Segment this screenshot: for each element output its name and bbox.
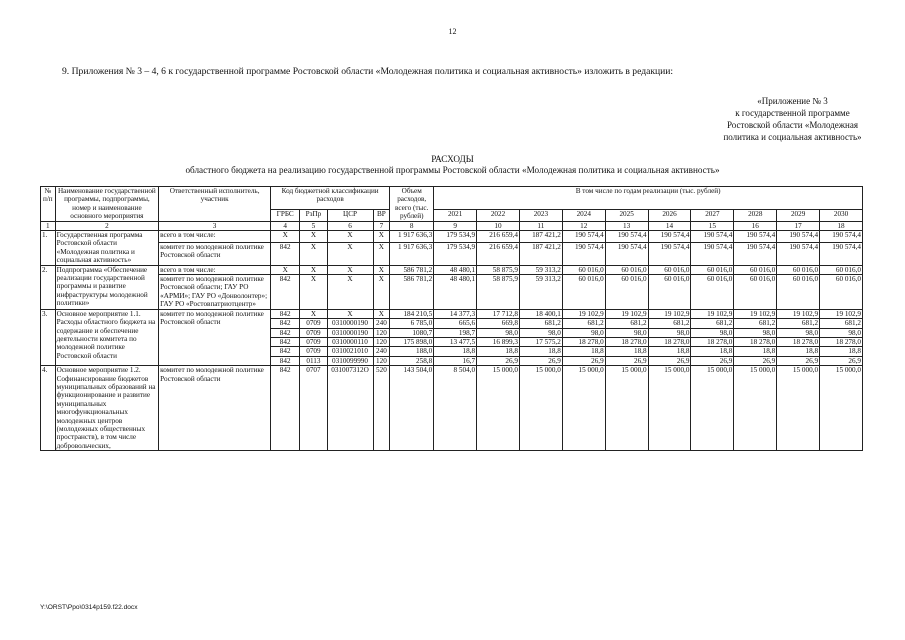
year-value-cell: 18 400,1: [519, 309, 562, 318]
rzpr-cell: 0707: [300, 366, 327, 451]
year-value-cell: 18,8: [777, 347, 820, 356]
year-value-cell: 98,0: [777, 328, 820, 337]
vr-cell: X: [373, 265, 390, 274]
year-value-cell: 179 534,9: [434, 242, 477, 265]
row-number: 2.: [41, 265, 56, 309]
header-years: В том числе по годам реализации (тыс. рублей): [434, 187, 863, 210]
year-value-cell: 17 575,2: [519, 337, 562, 346]
table-row: [41, 242, 863, 265]
row-executor: комитет по молодежной политике Ростовской области: [159, 309, 271, 365]
year-value-cell: 60 016,0: [734, 275, 777, 310]
total-cell: 258,8: [390, 356, 434, 365]
header-year: 2027: [691, 209, 734, 221]
year-value-cell: 26,9: [734, 356, 777, 365]
year-value-cell: 26,9: [777, 356, 820, 365]
year-value-cell: 19 102,9: [605, 309, 648, 318]
rzpr-cell: X: [300, 231, 327, 243]
column-number: 11: [519, 221, 562, 230]
year-value-cell: 18 278,0: [820, 337, 863, 346]
vr-cell: 520: [373, 366, 390, 451]
rzpr-cell: 0709: [300, 347, 327, 356]
table-row: [41, 309, 863, 318]
header-year: 2030: [820, 209, 863, 221]
year-value-cell: 198,7: [434, 328, 477, 337]
rzpr-cell: 0709: [300, 319, 327, 328]
column-number: 16: [734, 221, 777, 230]
table-row: [41, 366, 863, 451]
vr-cell: X: [373, 275, 390, 310]
column-number: 15: [691, 221, 734, 230]
year-value-cell: 19 102,9: [820, 309, 863, 318]
row-name: Подпрограмма «Обеспечение реализации государственной программы и развитие инфраструктуры молодежной политики»: [55, 265, 159, 309]
year-value-cell: 18,8: [734, 347, 777, 356]
year-value-cell: 15 000,0: [691, 366, 734, 451]
year-value-cell: 58 875,9: [477, 275, 520, 310]
row-name: Основное мероприятие 1.2. Софинансирование бюджетов муниципальных образований на функционирование и развитие муниципальных многофункциональных молодежных центров (молодежных общественных пространств), в том числе добровольческих,: [55, 366, 159, 451]
year-value-cell: 18,8: [562, 347, 605, 356]
year-value-cell: 190 574,4: [562, 242, 605, 265]
year-value-cell: 60 016,0: [820, 275, 863, 310]
vr-cell: 120: [373, 337, 390, 346]
year-value-cell: 190 574,4: [605, 242, 648, 265]
year-value-cell: 18 278,0: [605, 337, 648, 346]
grbs-cell: 842: [271, 328, 300, 337]
year-value-cell: 681,2: [777, 319, 820, 328]
column-number-row: [41, 221, 863, 230]
header-executor: Ответственный исполнитель, участник: [159, 187, 271, 222]
year-value-cell: 216 659,4: [477, 242, 520, 265]
total-cell: 1 917 636,3: [390, 242, 434, 265]
header-year: 2028: [734, 209, 777, 221]
rzpr-cell: 0113: [300, 356, 327, 365]
grbs-cell: 842: [271, 337, 300, 346]
vr-cell: X: [373, 242, 390, 265]
year-value-cell: 60 016,0: [777, 265, 820, 274]
header-rzpr: РзПр: [300, 209, 327, 221]
year-value-cell: 14 377,3: [434, 309, 477, 318]
year-value-cell: 98,0: [820, 328, 863, 337]
year-value-cell: 18 278,0: [777, 337, 820, 346]
intro-paragraph: 9. Приложения № 3 – 4, 6 к государственной программе Ростовской области «Молодежная политика и социальная активность» изложить в редакции:: [62, 66, 674, 77]
year-value-cell: 681,2: [820, 319, 863, 328]
rzpr-cell: 0709: [300, 337, 327, 346]
year-value-cell: 665,6: [434, 319, 477, 328]
year-value-cell: 15 000,0: [519, 366, 562, 451]
total-cell: 143 504,0: [390, 366, 434, 451]
year-value-cell: 190 574,4: [777, 242, 820, 265]
year-value-cell: 179 534,9: [434, 231, 477, 243]
csr-cell: 031007312О: [327, 366, 373, 451]
year-value-cell: 16 899,3: [477, 337, 520, 346]
header-year: 2026: [648, 209, 691, 221]
header-year: 2022: [477, 209, 520, 221]
year-value-cell: 59 313,2: [519, 265, 562, 274]
year-value-cell: 60 016,0: [734, 265, 777, 274]
total-cell: 586 781,2: [390, 275, 434, 310]
vr-cell: X: [373, 309, 390, 318]
grbs-cell: 842: [271, 242, 300, 265]
year-value-cell: 60 016,0: [777, 275, 820, 310]
appendix-line: Ростовской области «Молодежная: [727, 120, 858, 130]
column-number: 9: [434, 221, 477, 230]
page-number: 12: [448, 27, 457, 36]
row-executor: комитет по молодежной политике Ростовской области; ГАУ РО «АРМИ»; ГАУ РО «Донволонтер»; ГАУ РО «Ростовпатриотцентр»: [159, 275, 271, 310]
header-year: 2029: [777, 209, 820, 221]
file-path-footer: Y:\ORST\Ppo\0314p159.f22.docx: [40, 604, 138, 611]
appendix-line: «Приложение № 3: [757, 96, 828, 106]
year-value-cell: 18,8: [434, 347, 477, 356]
year-value-cell: 681,2: [605, 319, 648, 328]
total-cell: 184 210,5: [390, 309, 434, 318]
header-vr: ВР: [373, 209, 390, 221]
year-value-cell: 15 000,0: [562, 366, 605, 451]
header-csr: ЦСР: [327, 209, 373, 221]
column-number: 5: [300, 221, 327, 230]
year-value-cell: 19 102,9: [734, 309, 777, 318]
total-cell: 1 917 636,3: [390, 231, 434, 243]
year-value-cell: 19 102,9: [562, 309, 605, 318]
column-number: 7: [373, 221, 390, 230]
header-row: [41, 187, 863, 210]
header-name: Наименование государственной программы, подпрограммы, номер и наименование основного мероприятия: [55, 187, 159, 222]
appendix-line: политика и социальная активность»: [723, 132, 862, 142]
year-value-cell: 48 480,1: [434, 275, 477, 310]
csr-cell: 0310099990: [327, 356, 373, 365]
year-value-cell: 60 016,0: [562, 265, 605, 274]
year-value-cell: 190 574,4: [648, 242, 691, 265]
year-value-cell: 60 016,0: [648, 265, 691, 274]
year-value-cell: 18 278,0: [734, 337, 777, 346]
year-value-cell: 190 574,4: [691, 231, 734, 243]
csr-cell: X: [327, 231, 373, 243]
year-value-cell: 669,8: [477, 319, 520, 328]
year-value-cell: 8 504,0: [434, 366, 477, 451]
csr-cell: X: [327, 309, 373, 318]
csr-cell: 0310000190: [327, 319, 373, 328]
year-value-cell: 18,8: [820, 347, 863, 356]
row-name: Государственная программа Ростовской области «Молодежная политика и социальная активность»: [55, 231, 159, 266]
column-number: 12: [562, 221, 605, 230]
header-code: Код бюджетной классификации расходов: [271, 187, 390, 210]
year-value-cell: 681,2: [519, 319, 562, 328]
document-title: [0, 154, 905, 176]
csr-cell: X: [327, 265, 373, 274]
year-value-cell: 59 313,2: [519, 275, 562, 310]
grbs-cell: X: [271, 265, 300, 274]
grbs-cell: X: [271, 231, 300, 243]
year-value-cell: 26,9: [820, 356, 863, 365]
year-value-cell: 18,8: [691, 347, 734, 356]
year-value-cell: 60 016,0: [691, 275, 734, 310]
vr-cell: 120: [373, 328, 390, 337]
year-value-cell: 18,8: [605, 347, 648, 356]
column-number: 18: [820, 221, 863, 230]
appendix-header: [660, 95, 905, 143]
row-number: 1.: [41, 231, 56, 266]
column-number: 4: [271, 221, 300, 230]
year-value-cell: 26,9: [648, 356, 691, 365]
year-value-cell: 16,7: [434, 356, 477, 365]
total-cell: 1080,7: [390, 328, 434, 337]
year-value-cell: 18 278,0: [648, 337, 691, 346]
appendix-line: к государственной программе: [735, 108, 850, 118]
year-value-cell: 190 574,4: [820, 242, 863, 265]
year-value-cell: 18 278,0: [691, 337, 734, 346]
grbs-cell: 842: [271, 309, 300, 318]
rzpr-cell: X: [300, 309, 327, 318]
year-value-cell: 17 712,8: [477, 309, 520, 318]
column-number: 14: [648, 221, 691, 230]
row-executor: комитет по молодежной политике Ростовской области: [159, 366, 271, 451]
rzpr-cell: 0709: [300, 328, 327, 337]
year-value-cell: 190 574,4: [777, 231, 820, 243]
csr-cell: 0310000110: [327, 337, 373, 346]
year-value-cell: 190 574,4: [820, 231, 863, 243]
year-value-cell: 681,2: [691, 319, 734, 328]
csr-cell: X: [327, 242, 373, 265]
year-value-cell: 60 016,0: [820, 265, 863, 274]
csr-cell: X: [327, 275, 373, 310]
year-value-cell: 60 016,0: [648, 275, 691, 310]
row-executor: всего в том числе:: [159, 231, 271, 243]
header-year: 2021: [434, 209, 477, 221]
csr-cell: 0310000190: [327, 328, 373, 337]
year-value-cell: 58 875,9: [477, 265, 520, 274]
year-value-cell: 681,2: [648, 319, 691, 328]
year-value-cell: 190 574,4: [605, 231, 648, 243]
year-value-cell: 15 000,0: [820, 366, 863, 451]
year-value-cell: 60 016,0: [691, 265, 734, 274]
year-value-cell: 19 102,9: [777, 309, 820, 318]
year-value-cell: 98,0: [648, 328, 691, 337]
header-grbs: ГРБС: [271, 209, 300, 221]
total-cell: 6 785,0: [390, 319, 434, 328]
year-value-cell: 15 000,0: [477, 366, 520, 451]
grbs-cell: 842: [271, 347, 300, 356]
column-number: 1: [41, 221, 56, 230]
year-value-cell: 187 421,2: [519, 231, 562, 243]
year-value-cell: 98,0: [519, 328, 562, 337]
year-value-cell: 18,8: [648, 347, 691, 356]
year-value-cell: 19 102,9: [648, 309, 691, 318]
column-number: 3: [159, 221, 271, 230]
row-executor: всего в том числе:: [159, 265, 271, 274]
year-value-cell: 15 000,0: [777, 366, 820, 451]
csr-cell: 0310021010: [327, 347, 373, 356]
year-value-cell: 26,9: [562, 356, 605, 365]
column-number: 8: [390, 221, 434, 230]
vr-cell: 240: [373, 319, 390, 328]
year-value-cell: 98,0: [691, 328, 734, 337]
year-value-cell: 13 477,5: [434, 337, 477, 346]
year-value-cell: 15 000,0: [605, 366, 648, 451]
vr-cell: 120: [373, 356, 390, 365]
table-row: [41, 265, 863, 274]
vr-cell: X: [373, 231, 390, 243]
column-number: 6: [327, 221, 373, 230]
expenses-table: [40, 186, 863, 451]
vr-cell: 240: [373, 347, 390, 356]
year-value-cell: 48 480,1: [434, 265, 477, 274]
year-value-cell: 681,2: [734, 319, 777, 328]
column-number: 17: [777, 221, 820, 230]
year-value-cell: 18,8: [519, 347, 562, 356]
year-value-cell: 60 016,0: [562, 275, 605, 310]
total-cell: 586 781,2: [390, 265, 434, 274]
column-number: 10: [477, 221, 520, 230]
year-value-cell: 98,0: [605, 328, 648, 337]
year-value-cell: 60 016,0: [605, 265, 648, 274]
grbs-cell: 842: [271, 356, 300, 365]
year-value-cell: 19 102,9: [691, 309, 734, 318]
year-value-cell: 15 000,0: [648, 366, 691, 451]
table-row: [41, 231, 863, 243]
row-name: Основное мероприятие 1.1. Расходы областного бюджета на содержание и обеспечение деятельности комитета по молодежной политике Ростовской области: [55, 309, 159, 365]
grbs-cell: 842: [271, 366, 300, 451]
title-line: областного бюджета на реализацию государственной программы Ростовской области «Молодежная политика и социальная активность»: [185, 165, 720, 175]
year-value-cell: 187 421,2: [519, 242, 562, 265]
year-value-cell: 60 016,0: [605, 275, 648, 310]
year-value-cell: 26,9: [477, 356, 520, 365]
header-year: 2024: [562, 209, 605, 221]
column-number: 13: [605, 221, 648, 230]
rzpr-cell: X: [300, 265, 327, 274]
year-value-cell: 18 278,0: [562, 337, 605, 346]
year-value-cell: 98,0: [477, 328, 520, 337]
year-value-cell: 26,9: [519, 356, 562, 365]
year-value-cell: 98,0: [562, 328, 605, 337]
total-cell: 188,0: [390, 347, 434, 356]
column-number: 2: [55, 221, 159, 230]
row-executor: комитет по молодежной политике Ростовской области: [159, 242, 271, 265]
rzpr-cell: X: [300, 242, 327, 265]
year-value-cell: 15 000,0: [734, 366, 777, 451]
year-value-cell: 190 574,4: [648, 231, 691, 243]
year-value-cell: 98,0: [734, 328, 777, 337]
year-value-cell: 190 574,4: [691, 242, 734, 265]
total-cell: 175 898,0: [390, 337, 434, 346]
year-value-cell: 18,8: [477, 347, 520, 356]
year-value-cell: 190 574,4: [734, 242, 777, 265]
grbs-cell: 842: [271, 275, 300, 310]
year-value-cell: 26,9: [605, 356, 648, 365]
row-number: 3.: [41, 309, 56, 365]
row-number: 4.: [41, 366, 56, 451]
year-value-cell: 26,9: [691, 356, 734, 365]
table-row: [41, 275, 863, 310]
header-year: 2023: [519, 209, 562, 221]
header-year: 2025: [605, 209, 648, 221]
title-line: РАСХОДЫ: [431, 154, 474, 164]
year-value-cell: 681,2: [562, 319, 605, 328]
rzpr-cell: X: [300, 275, 327, 310]
header-total: Объем расходов, всего (тыс. рублей): [390, 187, 434, 222]
year-value-cell: 216 659,4: [477, 231, 520, 243]
grbs-cell: 842: [271, 319, 300, 328]
header-num: № п/п: [41, 187, 56, 222]
year-value-cell: 190 574,4: [562, 231, 605, 243]
year-value-cell: 190 574,4: [734, 231, 777, 243]
